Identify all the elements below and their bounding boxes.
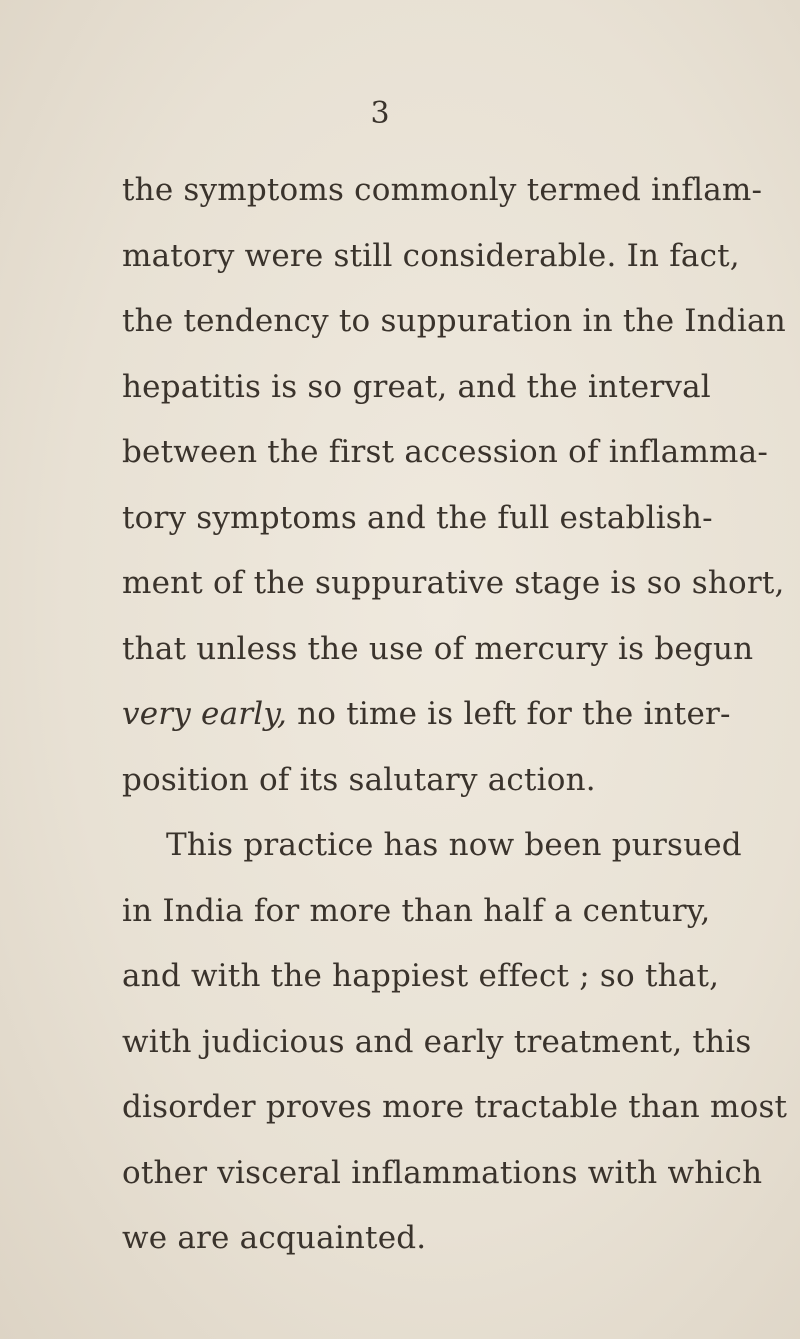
- paragraph-1: [122, 158, 786, 813]
- text-line: in India for more than half a century,: [122, 892, 711, 929]
- text-line: disorder proves more tractable than most: [122, 1089, 788, 1125]
- line-rest: no time is left for the inter-: [287, 696, 731, 732]
- text-line: hepatitis is so great, and the interval: [122, 368, 711, 405]
- text-line: the symptoms commonly termed inflam-: [122, 172, 763, 208]
- text-line: This practice has now been pursued: [166, 827, 742, 863]
- text-line: other visceral inflammations with which: [122, 1154, 763, 1191]
- text-line: the tendency to suppuration in the Indian: [122, 303, 786, 339]
- text-line: we are acquainted.: [122, 1220, 427, 1256]
- text-line: ment of the suppurative stage is so short,: [122, 565, 785, 601]
- paragraph-2: [122, 813, 788, 1272]
- italic-phrase: very early,: [122, 696, 288, 732]
- text-line: [122, 682, 731, 748]
- text-line: position of its salutary action.: [122, 761, 596, 798]
- text-line: tory symptoms and the full establish-: [122, 499, 713, 536]
- text-line: and with the happiest effect ; so that,: [122, 958, 720, 994]
- page-number: 3: [370, 96, 390, 131]
- body-text: [122, 158, 788, 1272]
- text-line: that unless the use of mercury is begun: [122, 630, 754, 667]
- text-line: matory were still considerable. In fact,: [122, 237, 740, 274]
- text-line: between the first accession of inflamma-: [122, 434, 768, 470]
- text-line: with judicious and early treatment, this: [122, 1023, 752, 1060]
